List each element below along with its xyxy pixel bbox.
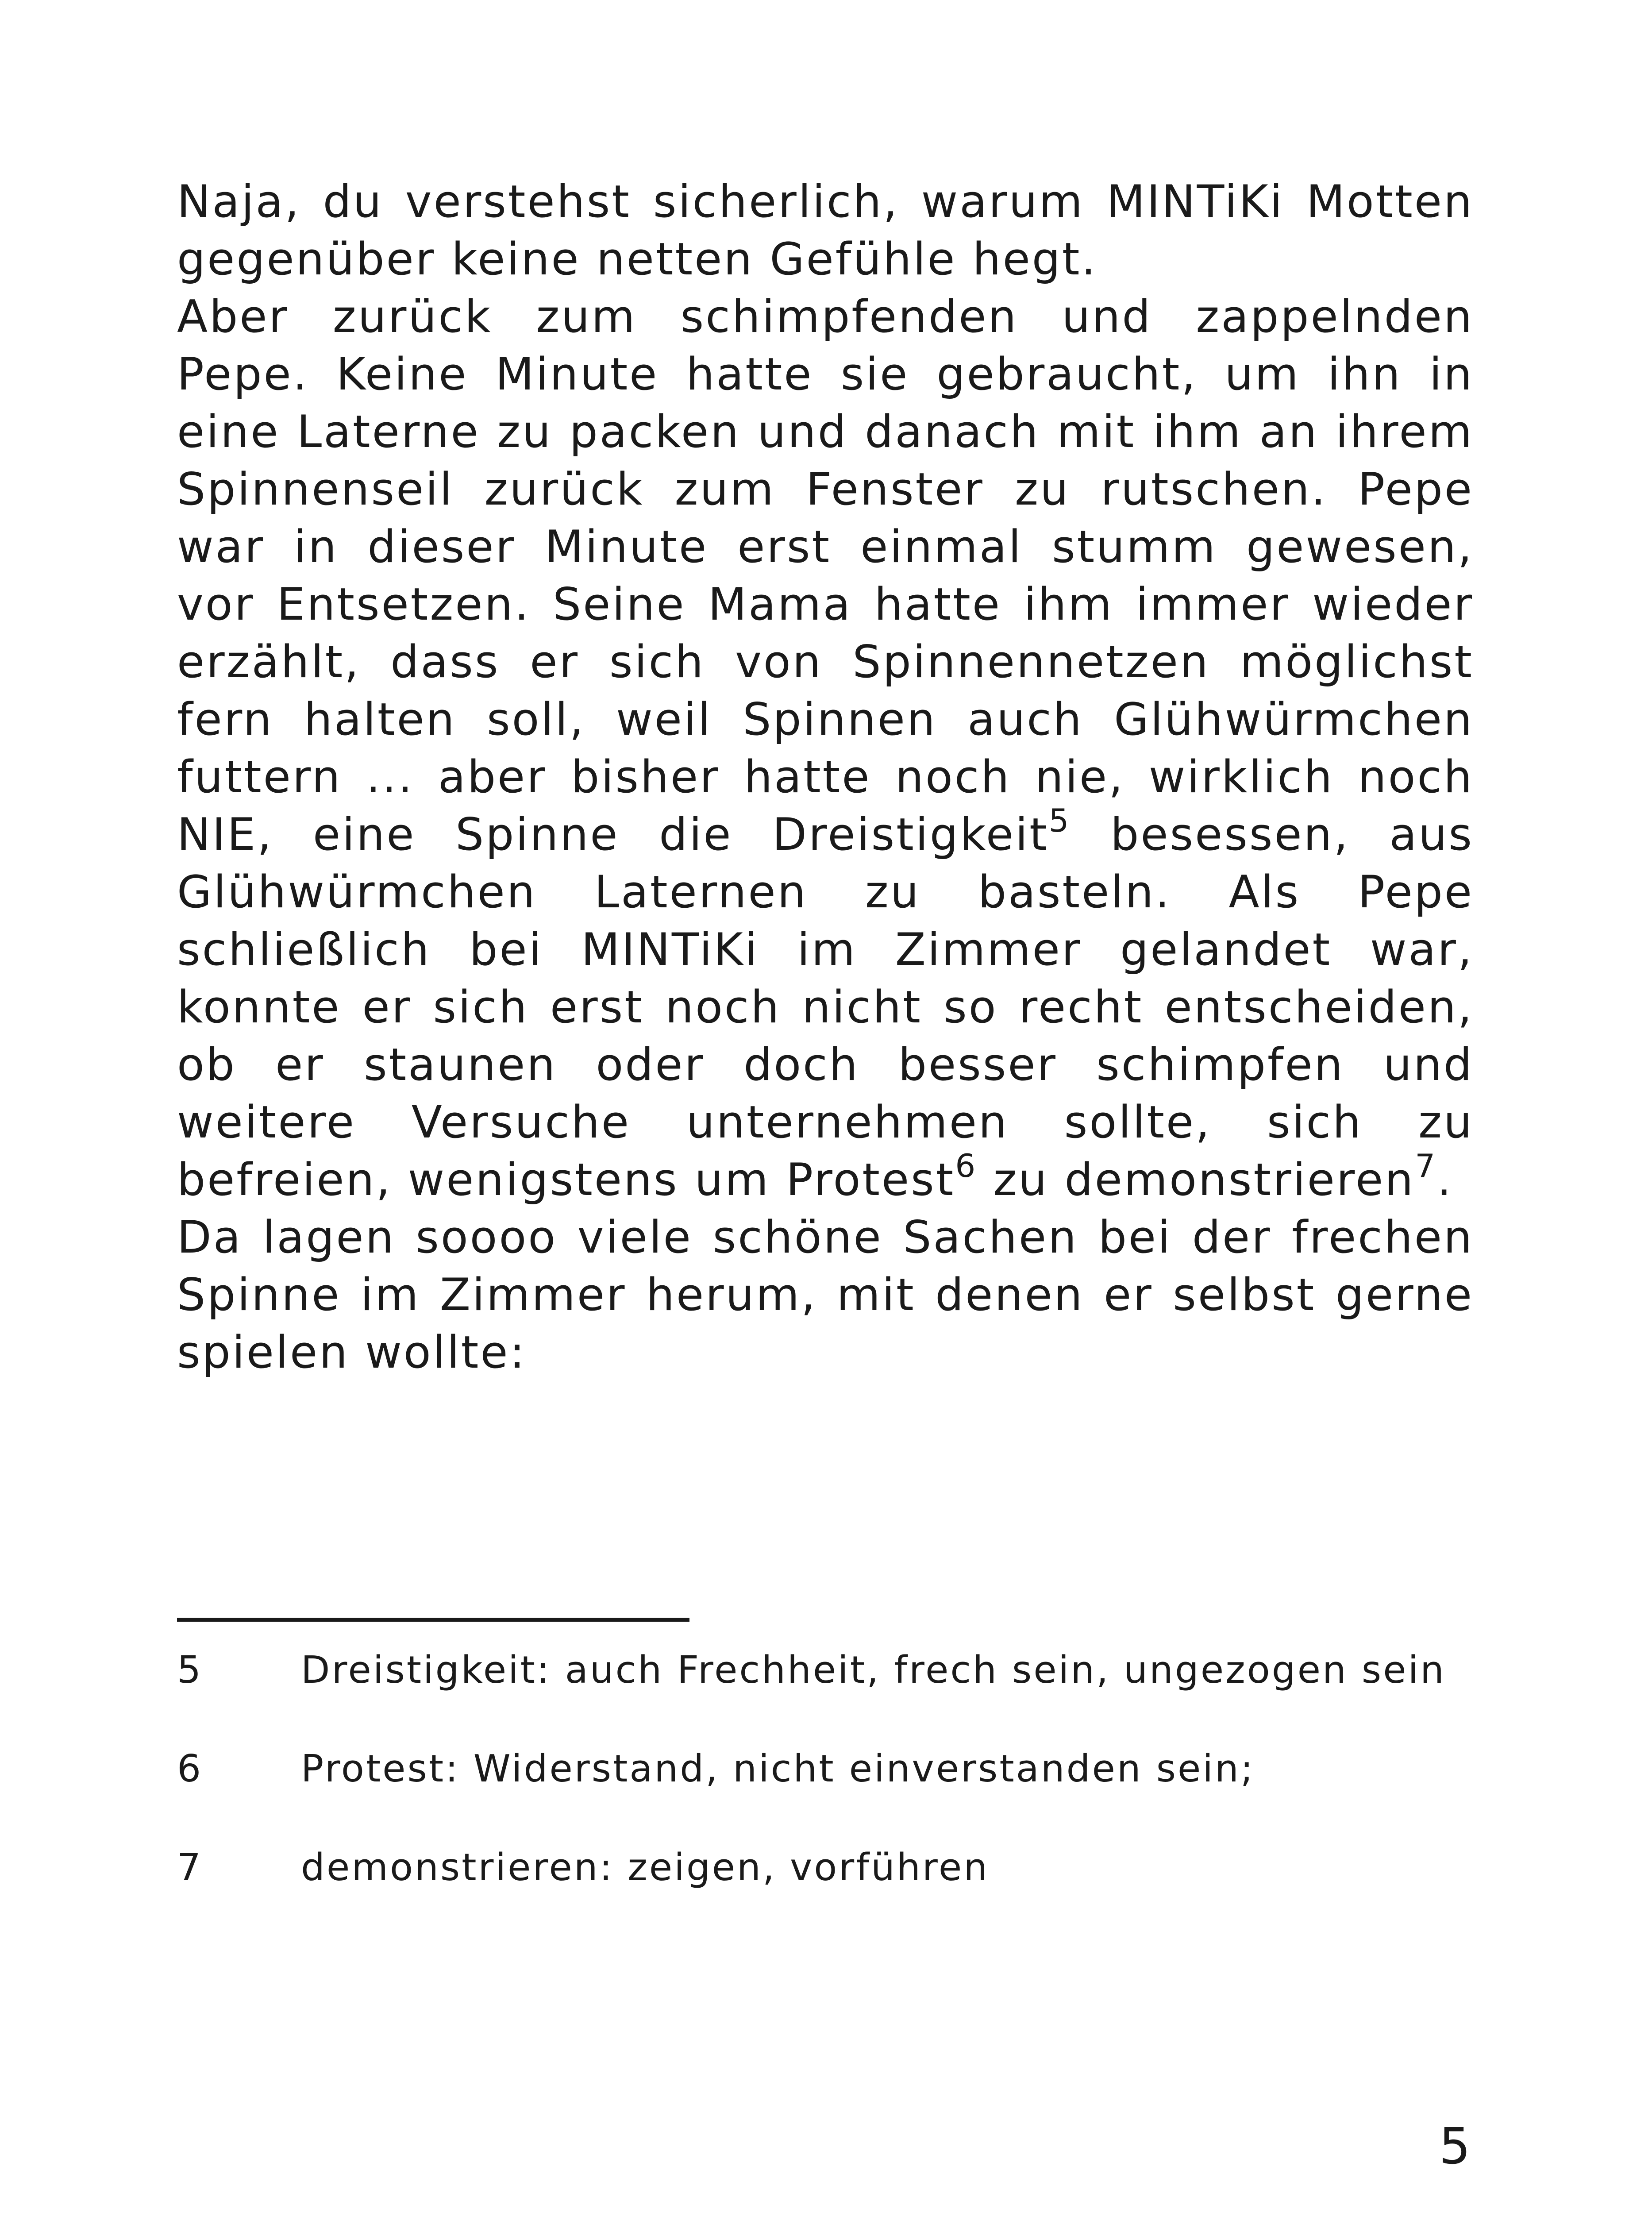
- paragraph-3: Da lagen soooo viele schöne Sachen bei der frechen Spinne im Zimmer herum, mit denen er selbst gerne spielen wollte:: [177, 1211, 1474, 1378]
- footnote-number: 6: [177, 1747, 203, 1791]
- paragraph-2: [177, 288, 1474, 1208]
- paragraph-2-part-a: Aber zurück zum schimpfenden und zappelnden Pepe. Keine Minute hatte sie gebraucht, um ihn in eine Laterne zu packen und danach mit ihm an ihrem Spinnenseil zurück zum Fenster zu rutschen. Pepe war in dieser Minute erst einmal stumm gewesen, vor Entsetzen. Seine Mama hatte ihm immer wieder erzählt, dass er sich von Spinnennetzen möglichst fern halten soll, weil Spinnen auch Glühwürmchen futtern ... aber bisher hatte noch nie, wirklich noch NIE, eine Spinne die Dreistigkeit: [177, 290, 1474, 860]
- footnote-5: [177, 1646, 1474, 1694]
- footnote-text: Dreistigkeit: auch Frechheit, frech sein, ungezogen sein: [301, 1648, 1446, 1692]
- paragraph-2-part-b: besessen, aus Glühwürmchen Laternen zu basteln. Als Pepe schließlich bei MINTiKi im Zimmer gelandet war, konnte er sich erst noch nicht so recht entscheiden, ob er staunen oder doch besser schimpfen und weitere Versuche unternehmen sollte, sich zu befreien, wenigstens um Protest: [177, 808, 1474, 1206]
- footnote-ref-5: 5: [1048, 802, 1071, 840]
- footnote-7: [177, 1844, 1474, 1892]
- footnote-separator: [177, 1618, 689, 1622]
- footnote-text: demonstrieren: zeigen, vorführen: [301, 1846, 990, 1889]
- footnote-6: [177, 1745, 1474, 1793]
- paragraph-2-part-d: .: [1437, 1153, 1453, 1206]
- footnotes: [177, 1646, 1474, 1943]
- footnote-ref-6: 6: [955, 1147, 978, 1185]
- body-text: [177, 173, 1474, 1381]
- footnote-number: 7: [177, 1846, 203, 1889]
- footnote-ref-7: 7: [1415, 1147, 1437, 1185]
- footnote-text: Protest: Widerstand, nicht einverstanden sein;: [301, 1747, 1255, 1791]
- paragraph-2-part-c: zu demonstrieren: [977, 1153, 1415, 1206]
- footnote-number: 5: [177, 1648, 203, 1692]
- page-number: 5: [1439, 2118, 1471, 2175]
- paragraph-1: Naja, du verstehst sicherlich, warum MINTiKi Motten gegenüber keine netten Gefühle hegt.: [177, 175, 1474, 285]
